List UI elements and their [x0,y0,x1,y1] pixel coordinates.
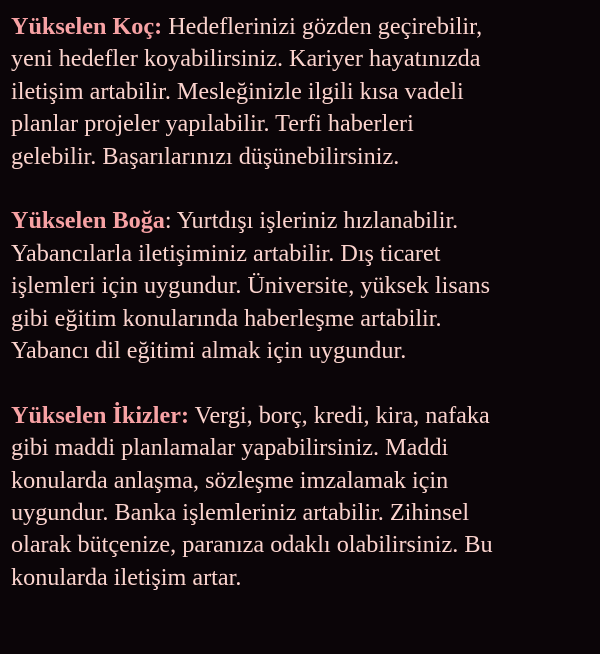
sign-heading-taurus: Yükselen Boğa [11,207,165,235]
entry-gemini [11,400,588,594]
entry-taurus [11,205,588,367]
entry-text-taurus: : Yurtdışı işleriniz hızlanabilir. Yabancılarla iletişiminiz artabilir. Dış ticaret işlemleri için uygundur. Üniversite, yüksek lisans gibi eğitim konularında haberleşme artabilir. Yabancı dil eğitimi almak için uygundur. [11,207,490,365]
entry-text-gemini: Vergi, borç, kredi, kira, nafaka gibi maddi planlamalar yapabilirsiniz. Maddi konularda anlaşma, sözleşme imzalamak için uygundur. Banka işlemleriniz artabilir. Zihinsel olarak bütçenize, paranıza odaklı olabilirsiniz. Bu konularda iletişim artar. [11,401,493,591]
sign-heading-aries: Yükselen Koç: [11,13,163,40]
entry-text-aries: Hedeflerinizi gözden geçirebilir, yeni hedefler koyabilirsiniz. Kariyer hayatınızda iletişim artabilir. Mesleğinizle ilgili kısa vadeli planlar projeler yapılabilir. Terfi haberleri gelebilir. Başarılarınızı düşünebilirsiniz. [11,13,483,170]
horoscope-text-block [11,11,588,594]
entry-aries [11,11,588,173]
sign-heading-gemini: Yükselen İkizler: [11,401,190,429]
